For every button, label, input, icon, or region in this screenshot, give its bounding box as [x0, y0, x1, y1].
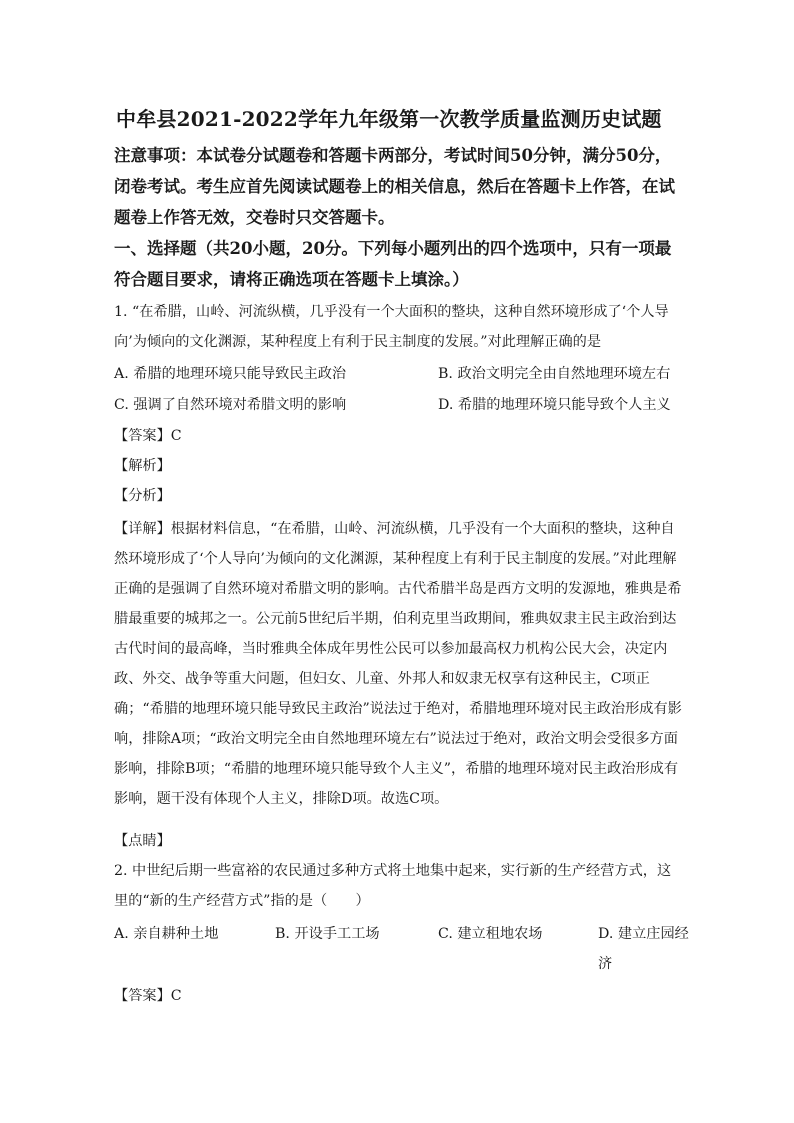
question-2-answer: 【答案】C — [114, 988, 182, 1004]
question-1-dianjing-label: 【点睛】 — [114, 833, 171, 849]
question-2-option-c: C. 建立租地农场 — [438, 926, 543, 942]
question-1-fenxi-label: 【分析】 — [114, 488, 171, 504]
question-1-answer: 【答案】C — [114, 428, 182, 444]
question-1-option-c: C. 强调了自然环境对希腊文明的影响 — [114, 397, 347, 413]
exam-title: 中牟县2021-2022学年九年级第一次教学质量监测历史试题 — [116, 107, 662, 131]
question-1-detail: 【详解】根据材料信息，“在希腊，山岭、河流纵横，几乎没有一个大面积的整块，这种自然环境形成了‘个人导向’为倾向的文化渊源，某种程度上有利于民主制度的发展。”对此理解正确的是强调了自然环境对希腊文明的影响。古代希腊半岛是西方文明的发源地，雅典是希腊最重要的城邦之一。公元前5世纪后半期，伯利克里当政期间，雅典奴隶主民主政治到达古代时间的最高峰，当时雅典全体成年男性公民可以参加最高权力机构公民大会，决定内政、外交、战争等重大问题，但妇女、儿童、外邦人和奴隶无权享有这种民主，C项正确；“希腊的地理环境只能导致民主政治”说法过于绝对，希腊地理环境对民主政治形成有影响，排除A项；“政治文明完全由自然地理环境左右”说法过于绝对，政治文明会受很多方面影响，排除B项；“希腊的地理环境只能导致个人主义”，希腊的地理环境对民主政治形成有影响，题干没有体现个人主义，排除D项。故选C项。 — [114, 521, 682, 807]
section-heading: 一、选择题（共20小题，20分。下列每小题列出的四个选项中，只有一项最符合题目要求，请将正确选项在答题卡上填涂。） — [114, 239, 672, 289]
question-1-option-b: B. 政治文明完全由自然地理环境左右 — [438, 366, 671, 382]
question-2-option-b: B. 开设手工工场 — [275, 926, 380, 942]
question-2-stem: 2. 中世纪后期一些富裕的农民通过多种方式将土地集中起来，实行新的生产经营方式，这里的“新的生产经营方式”指的是（ ） — [114, 863, 672, 909]
question-1-option-d: D. 希腊的地理环境只能导致个人主义 — [438, 397, 671, 413]
question-1-stem: 1. “在希腊，山岭、河流纵横，几乎没有一个大面积的整块，这种自然环境形成了‘个人导向’为倾向的文化渊源，某种程度上有利于民主制度的发展。”对此理解正确的是 — [114, 304, 669, 350]
question-2-option-a: A. 亲自耕种土地 — [114, 926, 219, 942]
question-2-option-d: D. 建立庄园经济 — [598, 926, 689, 972]
question-1-option-a: A. 希腊的地理环境只能导致民主政治 — [114, 366, 347, 382]
question-1-analysis-label: 【解析】 — [114, 458, 171, 474]
exam-notice: 注意事项：本试卷分试题卷和答题卡两部分，考试时间50分钟，满分50分，闭卷考试。考生应首先阅读试题卷上的相关信息，然后在答题卡上作答，在试题卷上作答无效，交卷时只交答题卡。 — [114, 146, 675, 227]
